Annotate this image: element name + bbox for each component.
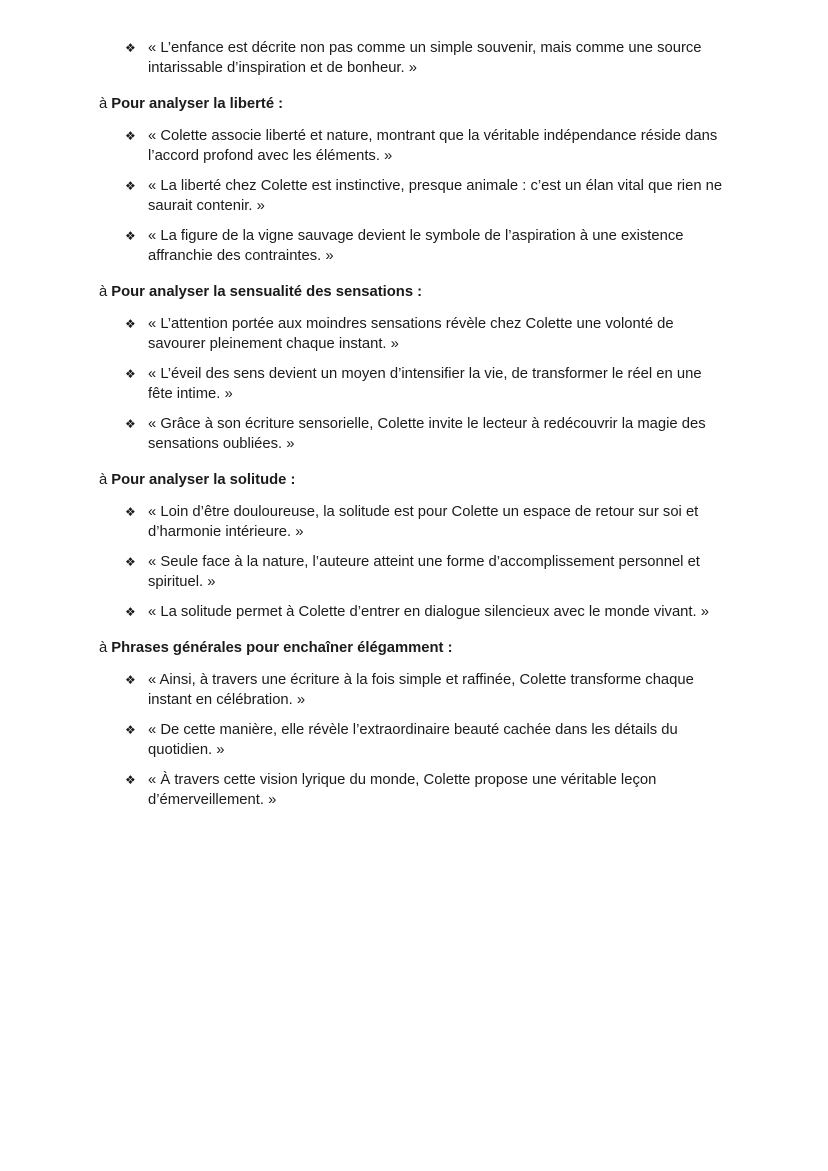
bullet-text: « L’attention portée aux moindres sensations révèle chez Colette une volonté de savourer pleinement chaque instant. »	[148, 316, 674, 352]
list-item	[125, 38, 730, 78]
bullet-text: « Colette associe liberté et nature, montrant que la véritable indépendance réside dans l’accord profond avec les éléments. »	[148, 128, 718, 164]
diamond-bullet-icon: ❖	[125, 317, 136, 331]
section-heading	[99, 470, 730, 490]
bullet-text: « La solitude permet à Colette d’entrer en dialogue silencieux avec le monde vivant. »	[148, 604, 709, 620]
heading-arrow-prefix: à	[99, 284, 108, 300]
section-heading-text: Pour analyser la liberté :	[111, 96, 284, 112]
diamond-bullet-icon: ❖	[125, 417, 136, 431]
bullet-text: « À travers cette vision lyrique du monde, Colette propose une véritable leçon d’émerveillement. »	[148, 772, 657, 808]
bullet-text: « La liberté chez Colette est instinctive, presque animale : c’est un élan vital que rien ne saurait contenir. »	[148, 178, 723, 214]
bullet-text: « L’enfance est décrite non pas comme un simple souvenir, mais comme une source intarissable d’inspiration et de bonheur. »	[148, 40, 702, 76]
list-item	[125, 364, 730, 404]
bullet-text: « L’éveil des sens devient un moyen d’intensifier la vie, de transformer le réel en une fête intime. »	[148, 366, 702, 402]
bullet-text: « La figure de la vigne sauvage devient le symbole de l’aspiration à une existence affranchie des contraintes. »	[148, 228, 684, 264]
diamond-bullet-icon: ❖	[125, 41, 136, 55]
section-heading	[99, 94, 730, 114]
section-sensualite	[99, 282, 730, 454]
list-item	[125, 176, 730, 216]
list-item	[125, 670, 730, 710]
bullet-text: « Grâce à son écriture sensorielle, Colette invite le lecteur à redécouvrir la magie des sensations oubliées. »	[148, 416, 706, 452]
diamond-bullet-icon: ❖	[125, 673, 136, 687]
section-heading	[99, 638, 730, 658]
diamond-bullet-icon: ❖	[125, 723, 136, 737]
diamond-bullet-icon: ❖	[125, 773, 136, 787]
list-item	[125, 502, 730, 542]
bullet-text: « Loin d’être douloureuse, la solitude est pour Colette un espace de retour sur soi et d’harmonie intérieure. »	[148, 504, 699, 540]
list-item	[125, 552, 730, 592]
diamond-bullet-icon: ❖	[125, 129, 136, 143]
list-item	[125, 314, 730, 354]
diamond-bullet-icon: ❖	[125, 367, 136, 381]
heading-arrow-prefix: à	[99, 96, 108, 112]
list-item	[125, 414, 730, 454]
diamond-bullet-icon: ❖	[125, 555, 136, 569]
bullet-text: « De cette manière, elle révèle l’extraordinaire beauté cachée dans les détails du quotidien. »	[148, 722, 678, 758]
list-item	[125, 770, 730, 810]
section-heading-text: Phrases générales pour enchaîner élégamment :	[111, 640, 453, 656]
diamond-bullet-icon: ❖	[125, 229, 136, 243]
section-heading-text: Pour analyser la solitude :	[111, 472, 296, 488]
diamond-bullet-icon: ❖	[125, 505, 136, 519]
heading-arrow-prefix: à	[99, 640, 108, 656]
diamond-bullet-icon: ❖	[125, 179, 136, 193]
list-item	[125, 720, 730, 760]
list-item	[125, 226, 730, 266]
section-heading-text: Pour analyser la sensualité des sensations :	[111, 284, 423, 300]
section-liberte	[99, 94, 730, 266]
section-phrases-generales	[99, 638, 730, 810]
section-heading	[99, 282, 730, 302]
bullet-text: « Ainsi, à travers une écriture à la fois simple et raffinée, Colette transforme chaque instant en célébration. »	[148, 672, 694, 708]
diamond-bullet-icon: ❖	[125, 605, 136, 619]
section-solitude	[99, 470, 730, 622]
bullet-text: « Seule face à la nature, l’auteure atteint une forme d’accomplissement personnel et spirituel. »	[148, 554, 700, 590]
heading-arrow-prefix: à	[99, 472, 108, 488]
list-item	[125, 602, 730, 622]
list-item	[125, 126, 730, 166]
